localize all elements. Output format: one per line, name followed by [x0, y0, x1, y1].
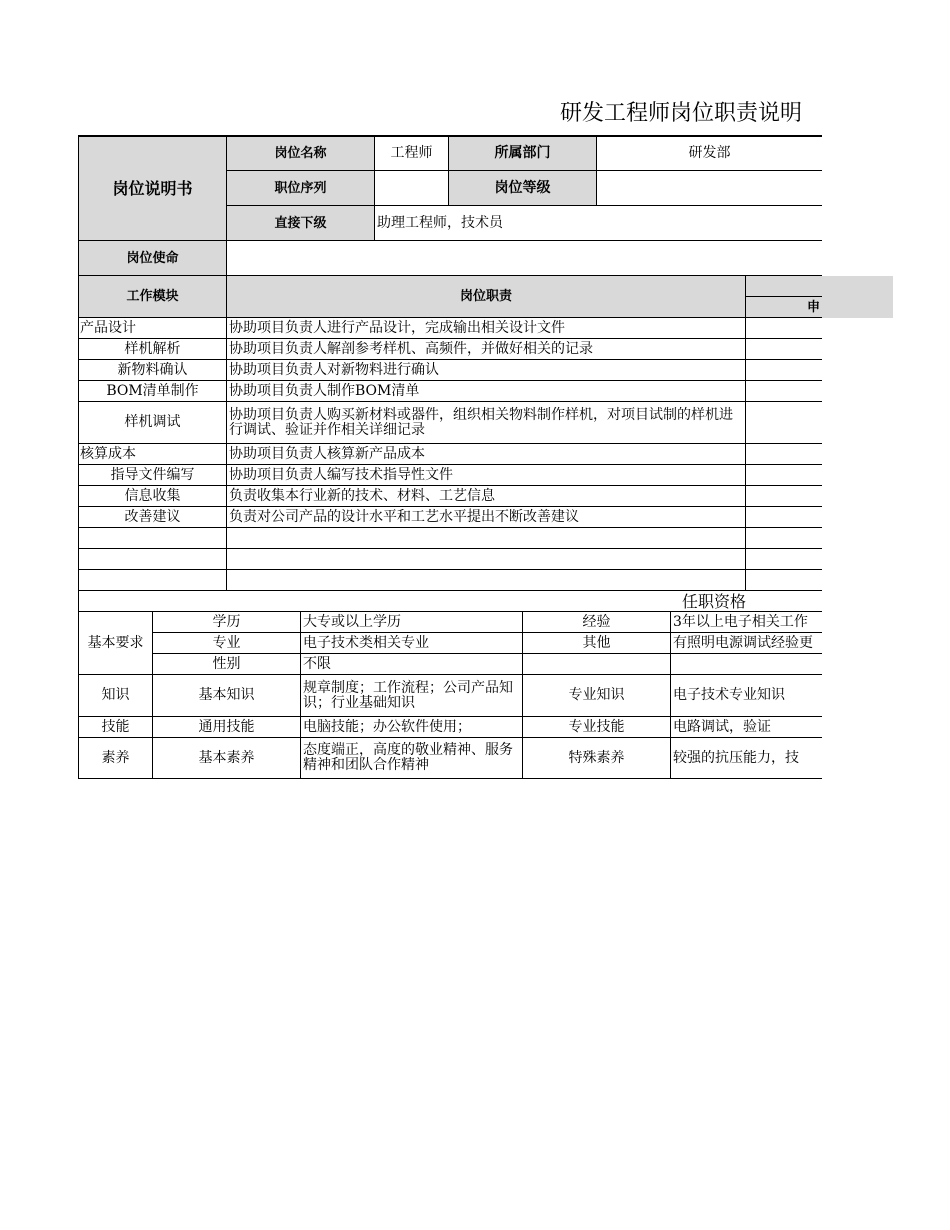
- education-value: 大专或以上学历: [301, 612, 523, 633]
- grade-value[interactable]: [597, 171, 822, 206]
- duty-module: 指导文件编写: [78, 465, 227, 486]
- duty-text: 协助项目负责人对新物料进行确认: [227, 360, 746, 381]
- subordinate-label: 直接下级: [227, 206, 375, 241]
- duty-module: 样机调试: [78, 402, 227, 444]
- duty-text: 协助项目负责人编写技术指导性文件: [227, 465, 746, 486]
- pro-skill-label: 专业技能: [523, 717, 671, 738]
- duty-module: 改善建议: [78, 507, 227, 528]
- duty-text[interactable]: [227, 528, 746, 549]
- duty-extra[interactable]: [746, 339, 822, 360]
- duty-text[interactable]: [227, 570, 746, 591]
- duty-extra[interactable]: [746, 402, 822, 444]
- duty-module[interactable]: [78, 570, 227, 591]
- module-header: 工作模块: [78, 276, 227, 318]
- duty-text: 协助项目负责人核算新产品成本: [227, 444, 746, 465]
- duty-text: 协助项目负责人进行产品设计，完成输出相关设计文件: [227, 318, 746, 339]
- job-description-sheet: [78, 135, 822, 779]
- duty-module: BOM清单制作: [78, 381, 227, 402]
- duty-extra[interactable]: [746, 486, 822, 507]
- page-title: 研发工程师岗位职责说明: [560, 101, 803, 126]
- sequence-label: 职位序列: [227, 171, 375, 206]
- duty-extra[interactable]: [746, 318, 822, 339]
- gender-value: 不限: [301, 654, 523, 675]
- duty-extra[interactable]: [746, 549, 822, 570]
- education-label: 学历: [153, 612, 301, 633]
- subordinate-value[interactable]: 助理工程师，技术员: [375, 206, 822, 241]
- duty-module: 样机解析: [78, 339, 227, 360]
- duty-text: 协助项目负责人制作BOM清单: [227, 381, 746, 402]
- duty-extra[interactable]: [746, 465, 822, 486]
- doc-label: 岗位说明书: [78, 135, 227, 241]
- basic-quality-label: 基本素养: [153, 738, 301, 779]
- duty-extra[interactable]: [746, 528, 822, 549]
- quality-label: 素养: [78, 738, 153, 779]
- experience-label: 经验: [523, 612, 671, 633]
- header-grey-extension: [822, 276, 893, 318]
- mission-label: 岗位使命: [78, 241, 227, 276]
- extra-header: 申: [746, 297, 822, 318]
- other-label: 其他: [523, 633, 671, 654]
- experience-value: 3年以上电子相关工作: [671, 612, 822, 633]
- basic-knowledge-label: 基本知识: [153, 675, 301, 717]
- qualifications-title: 任职资格: [78, 591, 822, 612]
- duty-extra[interactable]: [746, 360, 822, 381]
- duty-module: 产品设计: [78, 318, 227, 339]
- extra-header-top: [746, 276, 822, 297]
- empty-cell[interactable]: [671, 654, 822, 675]
- duty-module: 核算成本: [78, 444, 227, 465]
- basic-knowledge-value: 规章制度；工作流程；公司产品知识；行业基础知识: [301, 675, 523, 717]
- duty-text: 负责对公司产品的设计水平和工艺水平提出不断改善建议: [227, 507, 746, 528]
- major-value: 电子技术类相关专业: [301, 633, 523, 654]
- duty-header: 岗位职责: [227, 276, 746, 318]
- other-value: 有照明电源调试经验更: [671, 633, 822, 654]
- mission-value[interactable]: [227, 241, 822, 276]
- dept-value[interactable]: 研发部: [597, 135, 822, 171]
- post-name-value[interactable]: 工程师: [375, 135, 449, 171]
- duty-text: 协助项目负责人解剖参考样机、高频件，并做好相关的记录: [227, 339, 746, 360]
- knowledge-label: 知识: [78, 675, 153, 717]
- skill-label: 技能: [78, 717, 153, 738]
- basic-quality-value: 态度端正，高度的敬业精神、服务精神和团队合作精神: [301, 738, 523, 779]
- general-skill-label: 通用技能: [153, 717, 301, 738]
- basic-label: 基本要求: [78, 612, 153, 675]
- major-label: 专业: [153, 633, 301, 654]
- pro-knowledge-label: 专业知识: [523, 675, 671, 717]
- duty-module: 新物料确认: [78, 360, 227, 381]
- sequence-value[interactable]: [375, 171, 449, 206]
- duty-module[interactable]: [78, 549, 227, 570]
- special-quality-value: 较强的抗压能力，技: [671, 738, 822, 779]
- special-quality-label: 特殊素养: [523, 738, 671, 779]
- duty-extra[interactable]: [746, 381, 822, 402]
- duty-text: 负责收集本行业新的技术、材料、工艺信息: [227, 486, 746, 507]
- general-skill-value: 电脑技能；办公软件使用；: [301, 717, 523, 738]
- gender-label: 性别: [153, 654, 301, 675]
- duty-extra[interactable]: [746, 507, 822, 528]
- duty-text: 协助项目负责人购买新材料或器件，组织相关物料制作样机，对项目试制的样机进行调试、验证并作相关详细记录: [227, 402, 746, 444]
- duty-module[interactable]: [78, 528, 227, 549]
- duty-module: 信息收集: [78, 486, 227, 507]
- empty-cell[interactable]: [523, 654, 671, 675]
- duty-text[interactable]: [227, 549, 746, 570]
- duty-extra[interactable]: [746, 570, 822, 591]
- dept-label: 所属部门: [449, 135, 597, 171]
- duty-extra[interactable]: [746, 444, 822, 465]
- pro-knowledge-value: 电子技术专业知识: [671, 675, 822, 717]
- post-name-label: 岗位名称: [227, 135, 375, 171]
- grade-label: 岗位等级: [449, 171, 597, 206]
- pro-skill-value: 电路调试，验证: [671, 717, 822, 738]
